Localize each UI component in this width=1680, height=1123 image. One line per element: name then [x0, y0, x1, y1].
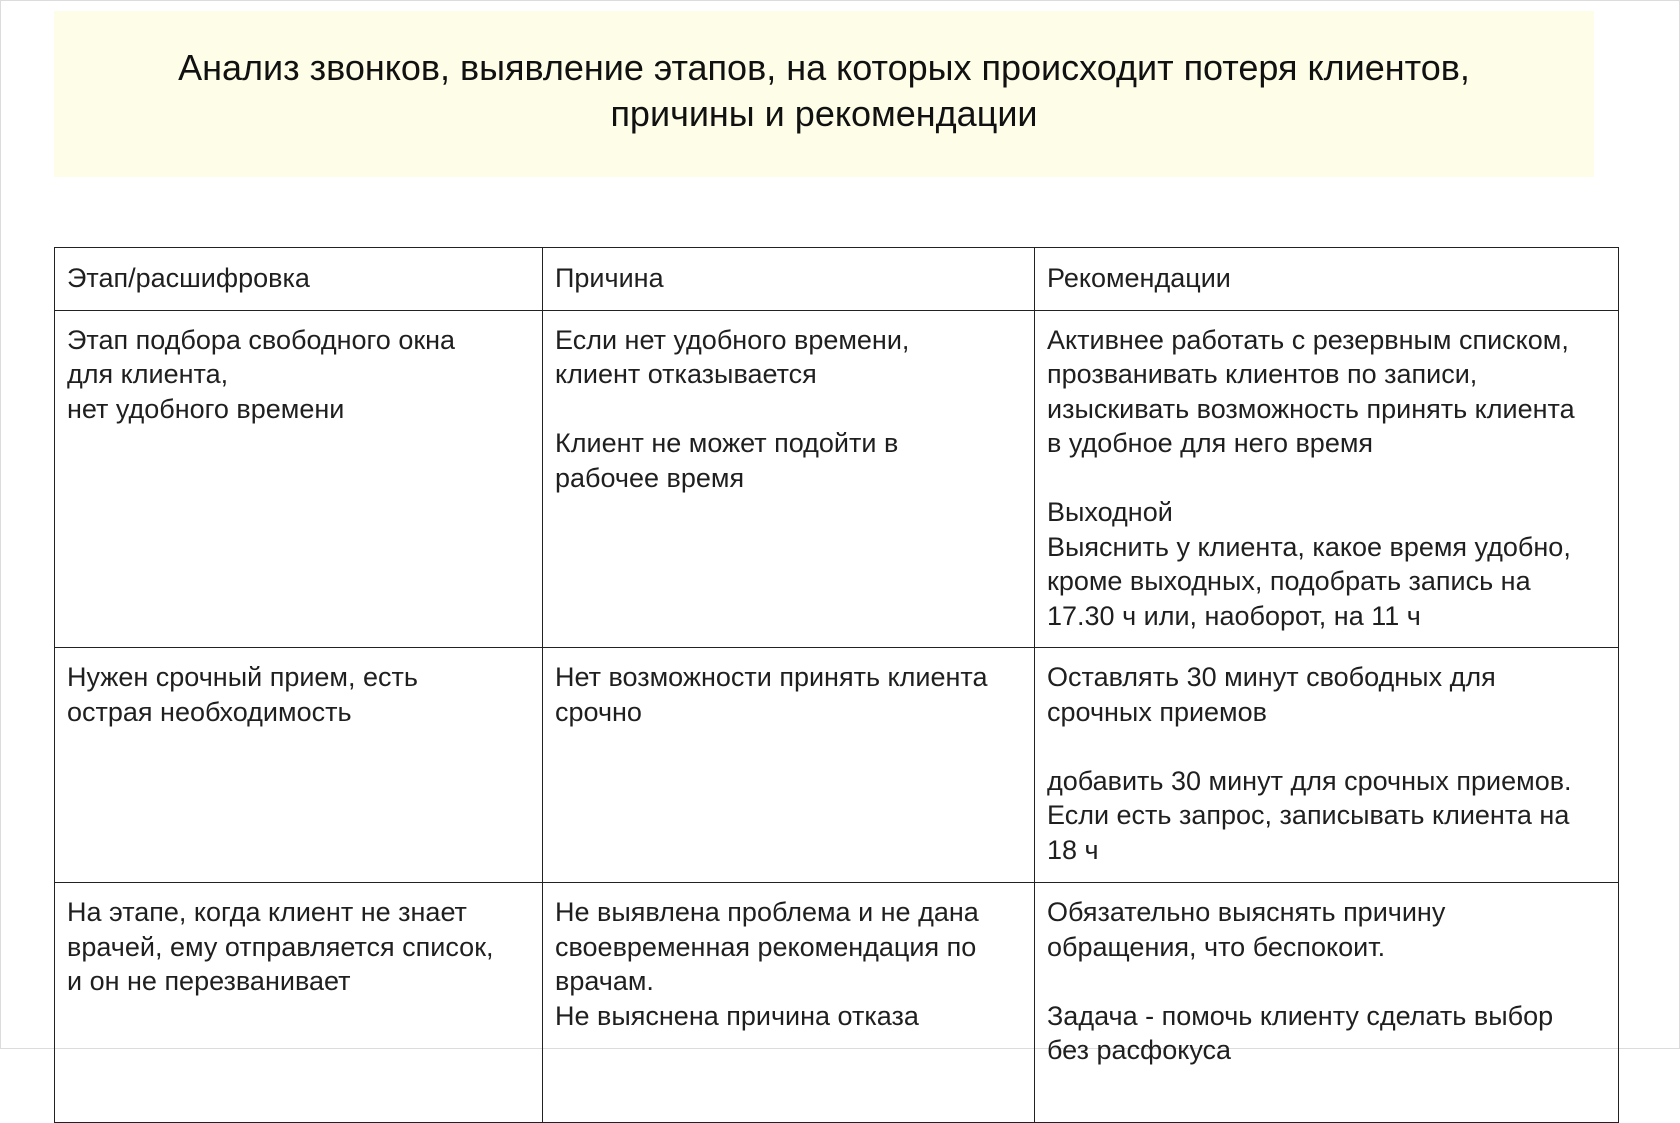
cell-reason: Если нет удобного времени, клиент отказывается Клиент не может подойти в рабочее время [543, 310, 1035, 648]
page-title: Анализ звонков, выявление этапов, на которых происходит потеря клиентов, причины и рекомендации [178, 47, 1470, 134]
cell-stage: На этапе, когда клиент не знает врачей, ему отправляется список, и он не перезванивает [55, 883, 543, 1123]
cell-reason: Нет возможности принять клиента срочно [543, 648, 1035, 883]
header-recommendations: Рекомендации [1035, 248, 1619, 311]
table-row [55, 310, 1619, 648]
table-row [55, 648, 1619, 883]
header-stage: Этап/расшифровка [55, 248, 543, 311]
cell-recommendation: Обязательно выяснять причину обращения, что беспокоит. Задача - помочь клиенту сделать выбор без расфокуса [1035, 883, 1619, 1123]
title-banner [54, 11, 1594, 177]
cell-recommendation: Оставлять 30 минут свободных для срочных приемов добавить 30 минут для срочных приемов. Если есть запрос, записывать клиента на 18 ч [1035, 648, 1619, 883]
findings-table [54, 247, 1619, 1123]
cell-recommendation: Активнее работать с резервным списком, прозванивать клиентов по записи, изыскивать возможность принять клиента в удобное для него время Выходной Выяснить у клиента, какое время удобно, кроме выходных, подобрать запись на 17.30 ч или, наоборот, на 11 ч [1035, 310, 1619, 648]
cell-stage: Нужен срочный прием, есть острая необходимость [55, 648, 543, 883]
table-header-row [55, 248, 1619, 311]
table-row [55, 883, 1619, 1123]
cell-stage: Этап подбора свободного окна для клиента, нет удобного времени [55, 310, 543, 648]
header-reason: Причина [543, 248, 1035, 311]
cell-reason: Не выявлена проблема и не дана своевременная рекомендация по врачам. Не выяснена причина отказа [543, 883, 1035, 1123]
